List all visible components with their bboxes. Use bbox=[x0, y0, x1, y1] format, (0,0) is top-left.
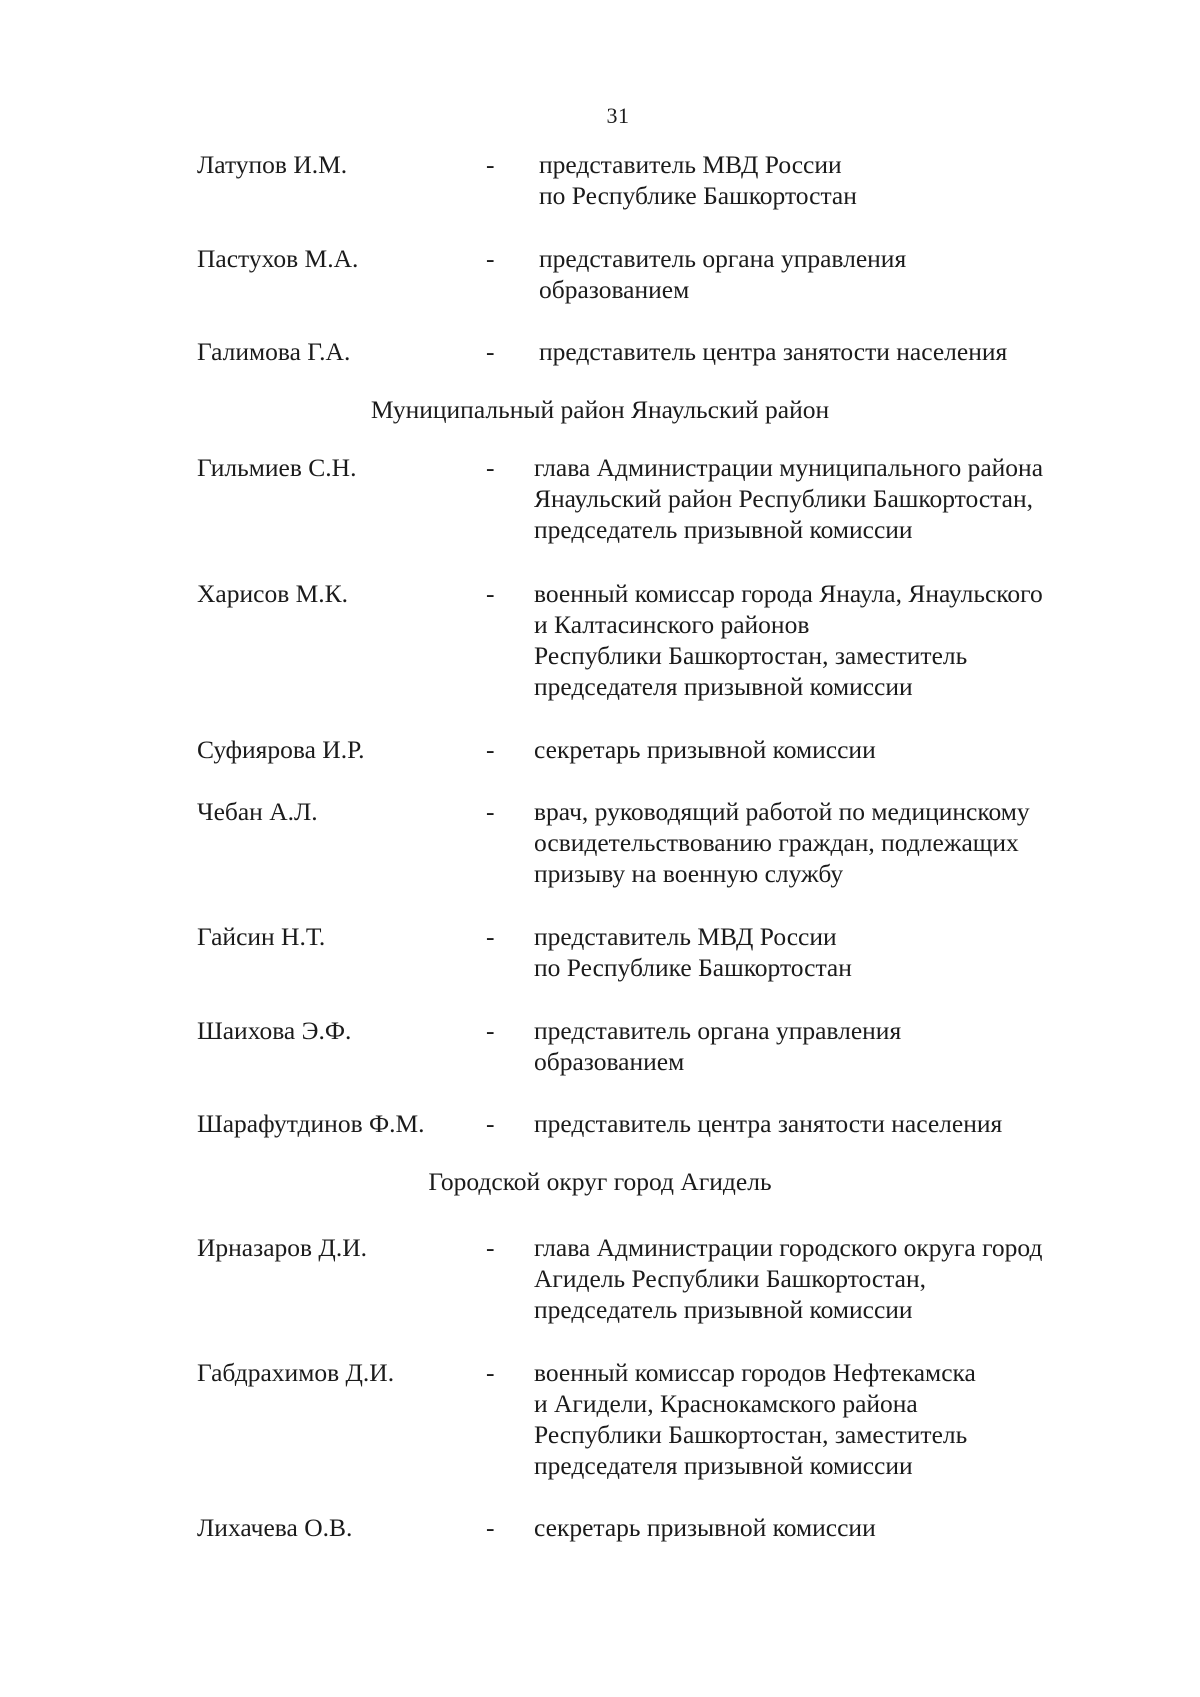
member-role: врач, руководящий работой по медицинскому освидетельствованию граждан, подлежащих призыву на военную службу bbox=[534, 797, 1030, 888]
page-number: 31 bbox=[606, 103, 630, 128]
member-name: Чебан А.Л. bbox=[197, 797, 318, 826]
dash-separator: - bbox=[486, 1109, 495, 1138]
dash-separator: - bbox=[486, 337, 495, 366]
member-role: представитель органа управления образованием bbox=[539, 244, 907, 304]
section-title: Городской округ город Агидель bbox=[428, 1167, 772, 1196]
member-name: Шарафутдинов Ф.М. bbox=[197, 1109, 425, 1138]
dash-separator: - bbox=[486, 150, 495, 179]
member-role: секретарь призывной комиссии bbox=[534, 735, 876, 764]
dash-separator: - bbox=[486, 1233, 495, 1262]
member-name: Суфиярова И.Р. bbox=[197, 735, 365, 764]
member-name: Галимова Г.А. bbox=[197, 337, 351, 366]
member-role: представитель центра занятости населения bbox=[539, 337, 1008, 366]
member-name: Латупов И.М. bbox=[197, 150, 348, 179]
member-role: представитель центра занятости населения bbox=[534, 1109, 1003, 1138]
member-role: представитель МВД России по Республике Башкортостан bbox=[539, 150, 857, 210]
member-name: Пастухов М.А. bbox=[197, 244, 359, 273]
member-name: Харисов М.К. bbox=[197, 579, 349, 608]
member-name: Гайсин Н.Т. bbox=[197, 922, 326, 951]
dash-separator: - bbox=[486, 244, 495, 273]
member-role: секретарь призывной комиссии bbox=[534, 1513, 876, 1542]
member-name: Лихачева О.В. bbox=[197, 1513, 353, 1542]
member-role: глава Администрации муниципального района Янаульский район Республики Башкортостан, председатель призывной комиссии bbox=[534, 453, 1044, 544]
member-role: представитель органа управления образованием bbox=[534, 1016, 902, 1076]
dash-separator: - bbox=[486, 1016, 495, 1045]
member-role: глава Администрации городского округа город Агидель Республики Башкортостан, председатель призывной комиссии bbox=[534, 1233, 1043, 1324]
member-name: Ирназаров Д.И. bbox=[197, 1233, 367, 1262]
member-name: Гильмиев С.Н. bbox=[197, 453, 357, 482]
dash-separator: - bbox=[486, 1513, 495, 1542]
member-role: представитель МВД России по Республике Башкортостан bbox=[534, 922, 852, 982]
dash-separator: - bbox=[486, 735, 495, 764]
member-name: Шаихова Э.Ф. bbox=[197, 1016, 352, 1045]
dash-separator: - bbox=[486, 579, 495, 608]
member-role: военный комиссар городов Нефтекамска и Агидели, Краснокамского района Республики Башкортостан, заместитель председателя призывной комиссии bbox=[534, 1358, 976, 1480]
dash-separator: - bbox=[486, 922, 495, 951]
dash-separator: - bbox=[486, 797, 495, 826]
member-role: военный комиссар города Янаула, Янаульского и Калтасинского районов Республики Башкортостан, заместитель председателя призывной комиссии bbox=[534, 579, 1043, 701]
member-name: Габдрахимов Д.И. bbox=[197, 1358, 395, 1387]
dash-separator: - bbox=[486, 453, 495, 482]
section-title: Муниципальный район Янаульский район bbox=[370, 395, 830, 424]
dash-separator: - bbox=[486, 1358, 495, 1387]
